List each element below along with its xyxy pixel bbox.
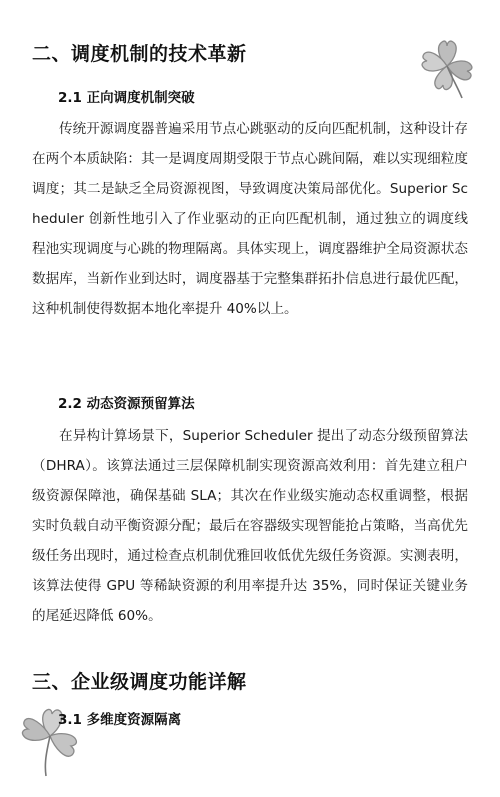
section-2-heading: 二、调度机制的技术革新 — [32, 43, 247, 65]
section-2-2-heading: 2.2 动态资源预留算法 — [58, 396, 195, 412]
section-2-1-heading: 2.1 正向调度机制突破 — [58, 90, 195, 106]
section-2-1-body: 传统开源调度器普遍采用节点心跳驱动的反向匹配机制，这种设计存在两个本质缺陷：其一是调度周期受限于节点心跳间隔，难以实现细粒度调度；其二是缺乏全局资源视图，导致调度决策局部优化。Superior Scheduler 创新性地引入了作业驱动的正向匹配机制，通过独立的调度线程池实现调度与心跳的物理隔离。具体实现上，调度器维护全局资源状态数据库，当新作业到达时，调度器基于完整集群拓扑信息进行最优匹配，这种机制使得数据本地化率提升 40%以上。 — [32, 121, 468, 317]
section-3-heading: 三、企业级调度功能详解 — [32, 671, 247, 693]
four-leaf-clover-icon — [418, 36, 476, 100]
section-3-1-heading: 3.1 多维度资源隔离 — [58, 712, 182, 728]
section-2-2-body: 在异构计算场景下，Superior Scheduler 提出了动态分级预留算法（DHRA）。该算法通过三层保障机制实现资源高效利用：首先建立租户级资源保障池，确保基础 SLA；其次在作业级实施动态权重调整，根据实时负载自动平衡资源分配；最后在容器级实现智能抢占策略，当高优先级任务出现时，通过检查点机制优雅回收低优先级任务资源。实测表明，该算法使得 GPU 等稀缺资源的利用率提升达 35%，同时保证关键业务的尾延迟降低 60%。 — [32, 428, 468, 624]
